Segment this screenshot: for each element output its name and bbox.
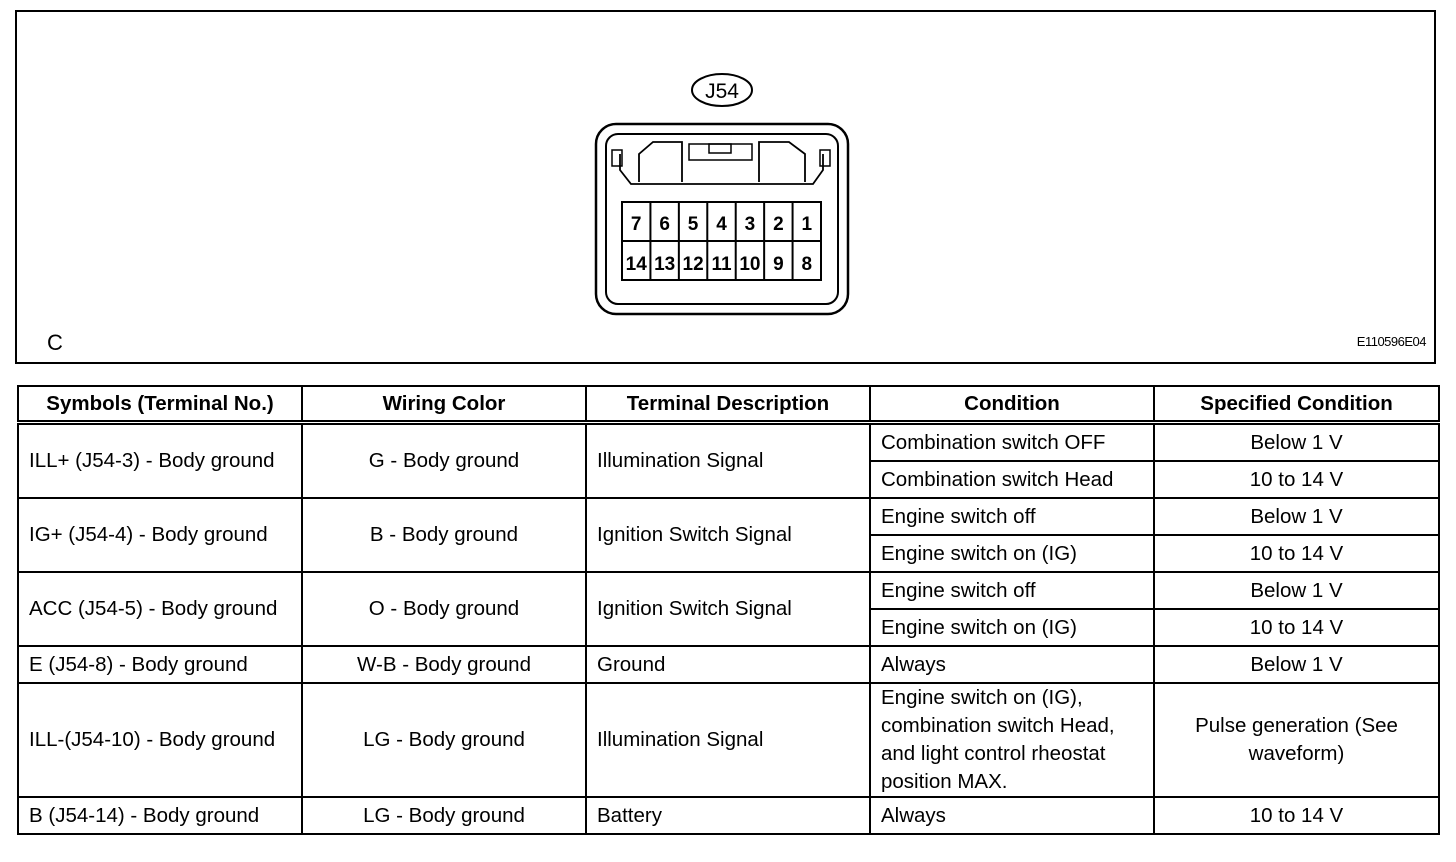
wiring-color-cell: LG - Body ground <box>302 797 586 834</box>
wiring-color-cell: LG - Body ground <box>302 683 586 797</box>
specified-condition-cell: 10 to 14 V <box>1154 609 1439 646</box>
condition-cell: Combination switch Head <box>870 461 1154 498</box>
specified-condition-cell: Below 1 V <box>1154 423 1439 462</box>
connector-label: J54 <box>705 80 739 103</box>
symbol-cell: B (J54-14) - Body ground <box>18 797 302 834</box>
terminal-description-cell: Ground <box>586 646 870 683</box>
corner-letter: C <box>47 330 63 355</box>
specified-condition-cell: Below 1 V <box>1154 498 1439 535</box>
specified-condition-cell: Pulse generation (See waveform) <box>1154 683 1439 797</box>
table-row <box>18 498 1439 535</box>
header-terminal-description: Terminal Description <box>586 386 870 423</box>
wiring-color-cell: W-B - Body ground <box>302 646 586 683</box>
table-row <box>18 646 1439 683</box>
specified-condition-cell: 10 to 14 V <box>1154 797 1439 834</box>
condition-cell: Engine switch off <box>870 498 1154 535</box>
condition-cell: Engine switch off <box>870 572 1154 609</box>
terminal-table <box>17 385 1440 835</box>
pin-number: 9 <box>773 254 784 275</box>
terminal-description-cell: Ignition Switch Signal <box>586 498 870 572</box>
terminal-description-cell: Illumination Signal <box>586 683 870 797</box>
wiring-color-cell: B - Body ground <box>302 498 586 572</box>
symbol-cell: ILL+ (J54-3) - Body ground <box>18 423 302 499</box>
symbol-cell: IG+ (J54-4) - Body ground <box>18 498 302 572</box>
condition-cell: Engine switch on (IG), combination switch Head, and light control rheostat position MAX. <box>870 683 1154 797</box>
symbol-cell: ACC (J54-5) - Body ground <box>18 572 302 646</box>
specified-condition-cell: 10 to 14 V <box>1154 461 1439 498</box>
wiring-color-cell: G - Body ground <box>302 423 586 499</box>
header-wiring-color: Wiring Color <box>302 386 586 423</box>
terminal-description-cell: Ignition Switch Signal <box>586 572 870 646</box>
symbol-cell: E (J54-8) - Body ground <box>18 646 302 683</box>
specified-condition-cell: Below 1 V <box>1154 646 1439 683</box>
condition-cell: Always <box>870 797 1154 834</box>
header-symbols: Symbols (Terminal No.) <box>18 386 302 423</box>
specified-condition-cell: Below 1 V <box>1154 572 1439 609</box>
pin-number: 11 <box>711 254 732 275</box>
table-row <box>18 683 1439 797</box>
figure-code: E110596E04 <box>1356 334 1426 349</box>
connector-diagram <box>17 12 1438 366</box>
pin-number: 8 <box>801 254 813 275</box>
pin-number: 3 <box>744 214 756 235</box>
pin-number: 5 <box>687 214 699 235</box>
table-header-row <box>18 386 1439 423</box>
pin-number: 4 <box>716 214 727 235</box>
symbol-cell: ILL-(J54-10) - Body ground <box>18 683 302 797</box>
pin-number: 13 <box>654 254 676 275</box>
connector-diagram-panel <box>15 10 1436 364</box>
specified-condition-cell: 10 to 14 V <box>1154 535 1439 572</box>
table-row <box>18 572 1439 609</box>
terminal-description-cell: Illumination Signal <box>586 423 870 499</box>
wiring-color-cell: O - Body ground <box>302 572 586 646</box>
condition-cell: Always <box>870 646 1154 683</box>
terminal-description-cell: Battery <box>586 797 870 834</box>
pin-number: 2 <box>773 214 784 235</box>
pin-number: 10 <box>739 254 761 275</box>
header-specified-condition: Specified Condition <box>1154 386 1439 423</box>
pin-number: 1 <box>801 214 813 235</box>
pin-number: 12 <box>682 254 704 275</box>
pin-number: 7 <box>630 214 642 235</box>
table-row <box>18 797 1439 834</box>
right-side-tab <box>820 150 830 166</box>
header-condition: Condition <box>870 386 1154 423</box>
pin-number: 6 <box>659 214 670 235</box>
condition-cell: Combination switch OFF <box>870 423 1154 462</box>
condition-cell: Engine switch on (IG) <box>870 609 1154 646</box>
pin-number: 14 <box>625 254 647 275</box>
condition-cell: Engine switch on (IG) <box>870 535 1154 572</box>
table-row <box>18 423 1439 462</box>
